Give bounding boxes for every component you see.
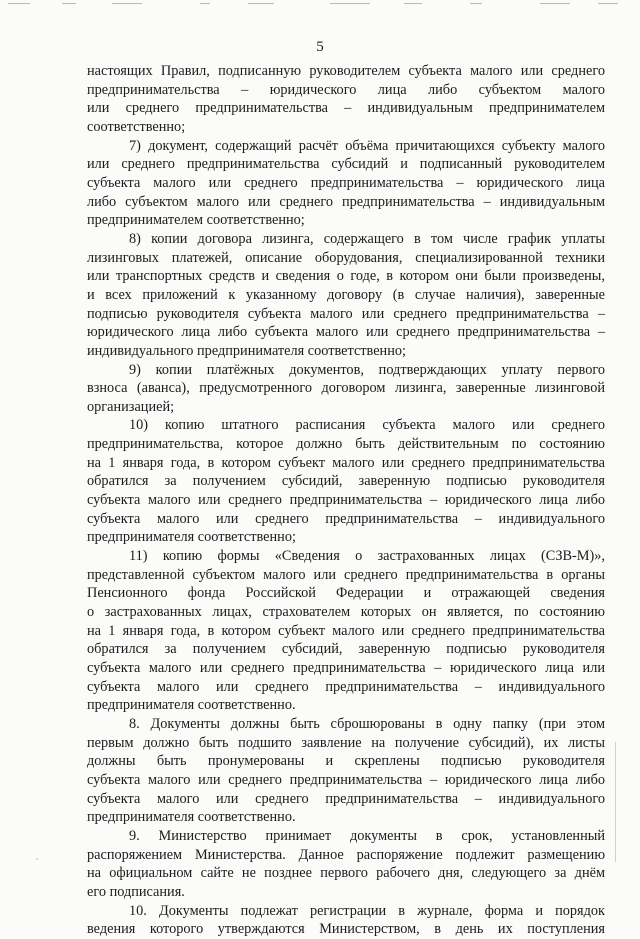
text-line: субъекта малого или среднего предпринимательства – индивидуального [87,678,605,695]
text-line: 7) документ, содержащий расчёт объёма причитающихся субъекту малого [129,137,605,154]
text-line: индивидуального предпринимателя соответственно; [87,342,406,359]
text-line: на официальном сайте не позднее первого рабочего дня, следующего за днём [87,865,605,882]
text-line: предпринимателя соответственно; [87,529,296,546]
text-line: обратился за получением субсидий, заверенную подписью руководителя [87,473,605,490]
text-line: о застрахованных лицах, страхователем которых он является, по состоянию [87,604,605,621]
text-line: предпринимательства, которое должно быть действительным по состоянию [87,436,605,453]
text-line: или транспортных средств и сведения о годе, в котором они были произведены, [87,268,605,285]
text-line: должны быть пронумерованы и скреплены подписью руководителя [87,753,605,770]
text-line: предпринимательства – юридического лица либо субъектом малого [87,81,605,98]
text-line: субъекта малого или среднего предпринимательства – индивидуального [87,510,605,527]
text-line: 9. Министерство принимает документы в срок, установленный [129,827,605,844]
text-line: предпринимателя соответственно. [87,809,296,826]
text-line: взноса (аванса), предусмотренного договором лизинга, заверенные лизинговой [87,380,605,397]
text-line: субъекта малого или среднего предпринимательства – юридического лица [87,174,605,191]
text-line: или среднего предпринимательства субсидий и подписанный руководителем [87,156,605,173]
text-line: субъекта малого или среднего предпринимательства – индивидуального [87,790,605,807]
page-number: 5 [316,39,324,55]
text-line: на 1 января года, в котором субъект малого или среднего предпринимательства [87,622,605,639]
text-line: субъекта малого или среднего предпринимательства – юридического лица либо [87,492,605,509]
text-line: 11) копию формы «Сведения о застрахованных лицах (СЗВ-М)», [129,548,605,565]
text-line: организацией; [87,398,175,415]
text-line: первым должно быть подшито заявление на получение субсидий), их листы [87,734,605,751]
text-line: распоряжением Министерства. Данное распоряжение подлежит размещению [87,846,605,863]
text-line: предпринимателя соответственно. [87,697,296,714]
text-line: субъекта малого или среднего предпринимательства – юридического лица или [87,660,605,676]
scan-speck [36,858,38,860]
text-line: 10. Документы подлежат регистрации в журнале, форма и порядок [129,902,605,919]
text-line: на 1 января года, в котором субъект малого или среднего предпринимательства [87,454,605,471]
text-line: его подписания. [87,883,185,900]
text-line: обратился за получением субсидий, заверенную подписью руководителя [87,641,605,658]
text-line: субъекта малого или среднего предпринимательства – юридического лица либо [87,771,605,788]
text-line: предпринимателем соответственно; [87,212,305,229]
text-line: или среднего предпринимательства – индивидуальным предпринимателем [87,100,605,117]
text-line: 9) копии платёжных документов, подтверждающих уплату первого [129,361,605,378]
text-line: 8) копии договора лизинга, содержащего в том числе график уплаты [129,230,605,247]
text-line: представленной субъектом малого или среднего предпринимательства в органы [87,566,605,583]
text-line: ведения которого утверждаются Министерством, в день их поступления [87,921,605,938]
text-line: 8. Документы должны быть сброшюрованы в одну папку (при этом [129,715,605,732]
text-line: и всех приложений к указанному договору (в случае наличия), заверенные [87,286,605,303]
text-line: лизинговых платежей, описание оборудования, специализированной техники [87,249,605,266]
text-line: либо субъектом малого или среднего предпринимательства – индивидуальным [87,193,605,210]
text-line: Пенсионного фонда Российской Федерации и отражающей сведения [87,585,605,602]
text-line: подписью руководителя субъекта малого или среднего предпринимательства – [87,305,605,322]
text-line: соответственно; [87,118,186,135]
document-body [87,62,605,939]
text-line: юридического лица либо субъекта малого или среднего предпринимательства – [87,324,605,341]
scan-edge-artifacts [0,0,640,10]
text-line: настоящих Правил, подписанную руководителем субъекта малого или среднего [87,63,605,79]
text-line: 10) копию штатного расписания субъекта малого или среднего [129,417,605,434]
scan-margin-line [615,742,616,862]
